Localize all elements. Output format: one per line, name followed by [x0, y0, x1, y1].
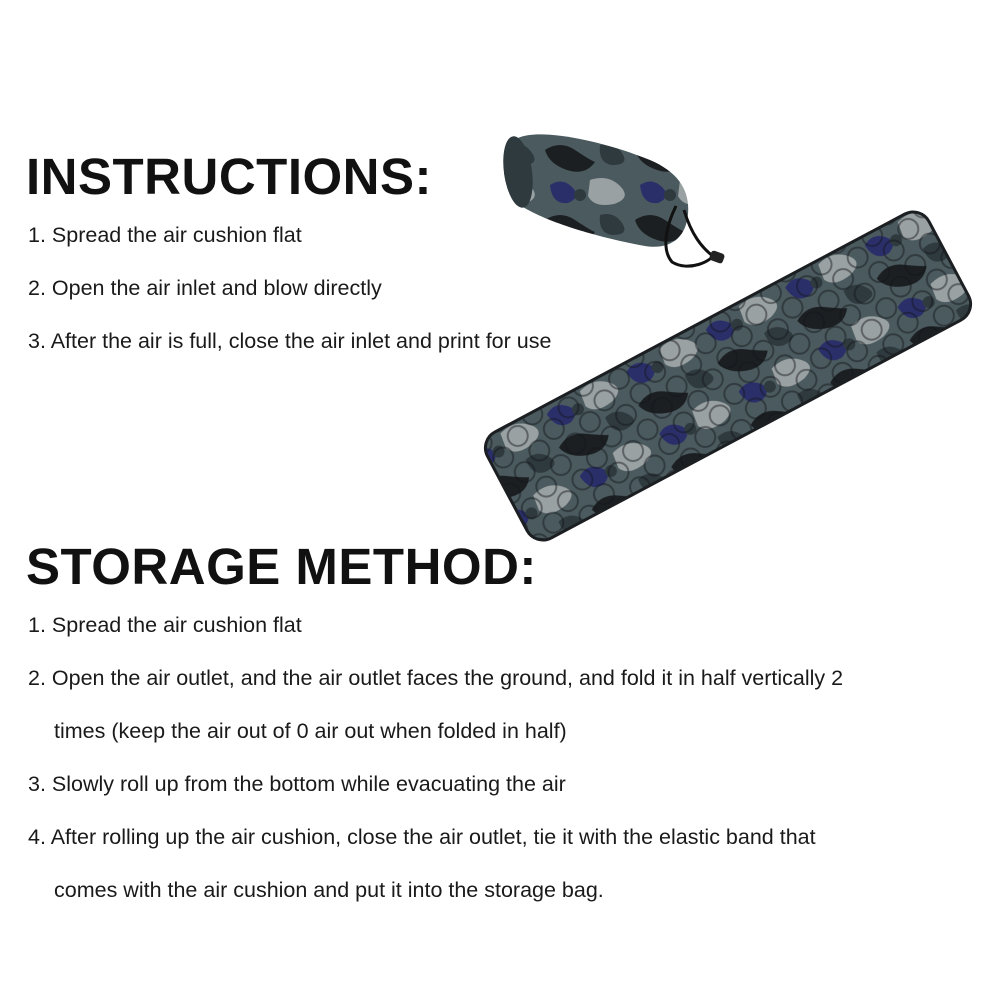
- storage-method-heading: STORAGE METHOD:: [26, 538, 537, 595]
- instructions-step-2: 2. Open the air inlet and blow directly: [28, 276, 382, 300]
- air-cushion-image: [479, 206, 977, 547]
- storage-step-4: 4. After rolling up the air cushion, close the air outlet, tie it with the elastic band that: [28, 825, 816, 849]
- storage-step-4-continued: comes with the air cushion and put it into the storage bag.: [54, 878, 604, 902]
- instructions-step-1: 1. Spread the air cushion flat: [28, 223, 302, 247]
- storage-bag-image: [499, 134, 725, 266]
- storage-step-1: 1. Spread the air cushion flat: [28, 613, 302, 637]
- instructions-heading: INSTRUCTIONS:: [26, 148, 432, 205]
- storage-step-2-continued: times (keep the air out of 0 air out when folded in half): [54, 719, 567, 743]
- storage-step-2: 2. Open the air outlet, and the air outlet faces the ground, and fold it in half vertically 2: [28, 666, 844, 690]
- instructions-step-3: 3. After the air is full, close the air inlet and print for use: [28, 329, 552, 353]
- storage-step-3: 3. Slowly roll up from the bottom while evacuating the air: [28, 772, 566, 796]
